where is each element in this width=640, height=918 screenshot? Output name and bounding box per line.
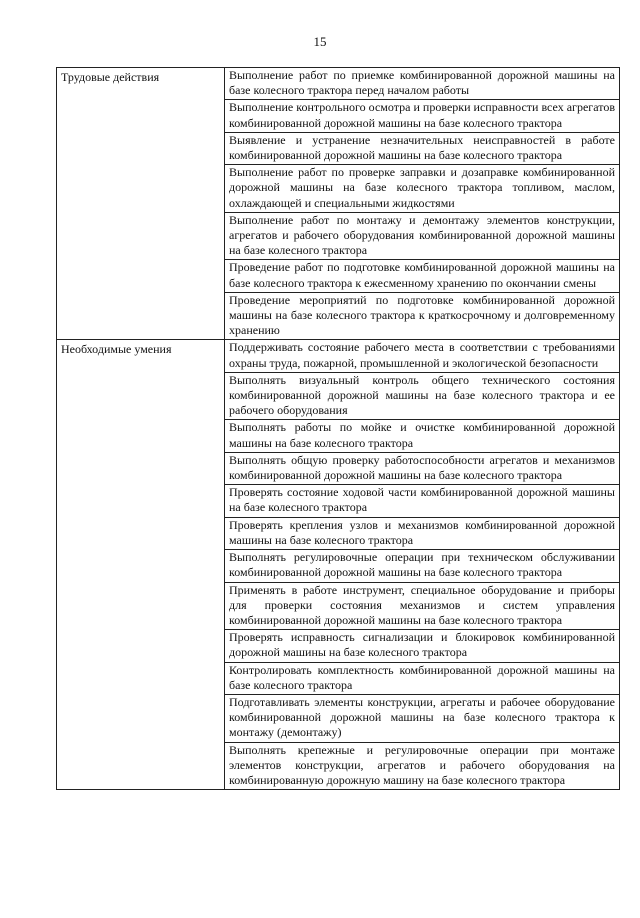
table-row: Поддерживать состояние рабочего места в соответствии с требованиями охраны труда, пожарной, промышленной и экологической безопасности — [229, 340, 615, 370]
table-row: Выполнение работ по проверке заправки и дозаправке комбинированной дорожной машины на базе колесного трактора топливом, маслом, охлаждающей и специальными жидкостями — [225, 164, 619, 212]
requirements-table — [56, 67, 620, 790]
section-row-labor-actions — [57, 68, 620, 340]
section-items — [225, 68, 620, 340]
section-label: Необходимые умения — [57, 340, 225, 790]
table-row: Контролировать комплектность комбинированной дорожной машины на базе колесного трактора — [225, 662, 619, 694]
section-row-required-skills — [57, 340, 620, 790]
table-row: Подготавливать элементы конструкции, агрегаты и рабочее оборудование комбинированной дорожной машины на базе колесного трактора к монтажу (демонтажу) — [225, 694, 619, 742]
table-row: Проведение мероприятий по подготовке комбинированной дорожной машины на базе колесного трактора к краткосрочному и долговременному хранению — [225, 292, 619, 340]
table-row: Выполнение работ по монтажу и демонтажу элементов конструкции, агрегатов и рабочего оборудования комбинированной дорожной машины на базе колесного трактора — [225, 212, 619, 260]
section-items — [225, 340, 620, 790]
table-row: Выполнение контрольного осмотра и проверки исправности всех агрегатов комбинированной дорожной машины на базе колесного трактора — [225, 99, 619, 131]
table-row: Выполнять общую проверку работоспособности агрегатов и механизмов комбинированной дорожной машины на базе колесного трактора — [225, 452, 619, 484]
page-number: 15 — [313, 34, 327, 49]
section-label: Трудовые действия — [57, 68, 225, 340]
table-row: Выполнять регулировочные операции при техническом обслуживании комбинированной дорожной машины на базе колесного трактора — [225, 549, 619, 581]
table-row: Выполнение работ по приемке комбинированной дорожной машины на базе колесного трактора перед началом работы — [229, 68, 615, 98]
table-row: Применять в работе инструмент, специальное оборудование и приборы для проверки состояния механизмов и систем управления комбинированной дорожной машины на базе колесного трактора — [225, 582, 619, 630]
table-row: Выполнять крепежные и регулировочные операции при монтаже элементов конструкции, агрегатов и рабочего оборудования на комбинированную дорожную машину на базе колесного трактора — [225, 742, 619, 790]
table-row: Проверять исправность сигнализации и блокировок комбинированной дорожной машины на базе колесного трактора — [225, 629, 619, 661]
table-row: Проверять состояние ходовой части комбинированной дорожной машины на базе колесного трактора — [225, 484, 619, 516]
table-row: Выполнять визуальный контроль общего технического состояния комбинированной дорожной машины на базе колесного трактора и ее рабочего оборудования — [225, 372, 619, 420]
table-row: Выполнять работы по мойке и очистке комбинированной дорожной машины на базе колесного трактора — [225, 419, 619, 451]
table-row: Проведение работ по подготовке комбинированной дорожной машины на базе колесного трактора к ежесменному хранению по окончании смены — [225, 259, 619, 291]
table-row: Проверять крепления узлов и механизмов комбинированной дорожной машины на базе колесного трактора — [225, 517, 619, 549]
table-row: Выявление и устранение незначительных неисправностей в работе комбинированной дорожной машины на базе колесного трактора — [225, 132, 619, 164]
